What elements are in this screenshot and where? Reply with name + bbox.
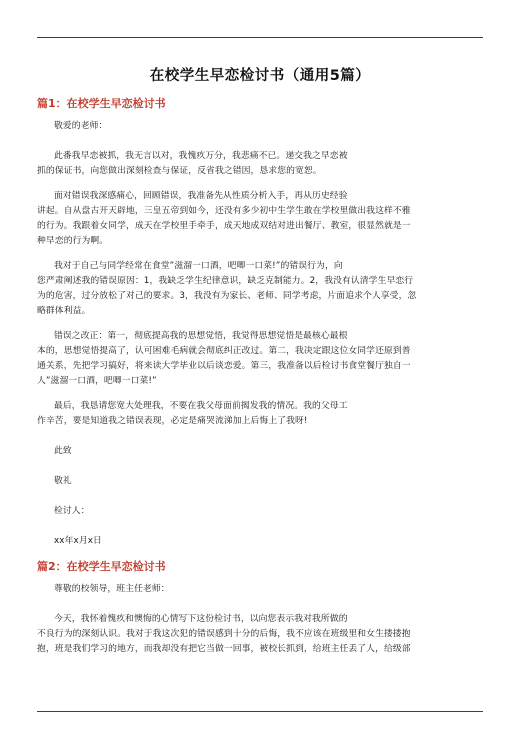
paragraph: [37, 612, 483, 657]
paragraph: [37, 259, 483, 319]
paragraph-line: 人”滋溜一口酒，吧唧一口菜!”: [37, 376, 157, 386]
closing-line: 敬礼: [54, 476, 72, 486]
paragraph-line: 今天，我怀着愧疚和懊悔的心情写下这份检讨书，以向您表示我对我所做的: [54, 614, 348, 624]
paragraph-line: 最后，我恳请您宽大处理我，不要在我父母面前揭发我的情况。我的父母工: [54, 401, 348, 411]
section-heading: 篇2：在校学生早恋检讨书: [37, 560, 166, 573]
paragraph-line: 此番我早恋被抓，我无言以对，我愧疚万分，我悲痛不已。递交我之早恋被: [54, 151, 348, 161]
paragraph: [37, 329, 483, 389]
paragraph: [37, 399, 483, 429]
bottom-rule: [37, 711, 483, 712]
paragraph-line: 抓的保证书，向您做出深刻检查与保证，反省我之错因，恳求您的宽恕。: [37, 166, 322, 176]
closing-line: xx年x月x日: [54, 536, 102, 546]
top-rule: [37, 37, 483, 38]
paragraph-line: 为的危害，过分放松了对己的要求。3，我没有为家长、老师、同学考虑，片面追求个人享受，忽: [37, 291, 417, 301]
paragraph: [37, 149, 483, 179]
paragraph-line: 您严肃阐述我的错误原因：1，我缺乏学生纪律意识，缺乏克制能力。2，我没有认清学生早恋行: [37, 276, 414, 286]
closing-line: 检讨人：: [54, 506, 90, 516]
paragraph-line: 我对于自己与同学经常在食堂”滋溜一口酒，吧唧一口菜!”的错误行为，向: [54, 261, 343, 271]
paragraph-line: 作辛苦，要是知道我之错误表现，必定是痛哭流涕加上后悔上了我呀!: [37, 416, 308, 426]
closing-line: 此致: [54, 446, 72, 456]
paragraph-line: 错误之改正：第一，彻底提高我的思想觉悟，我觉得思想觉悟是最核心最根: [54, 331, 348, 341]
paragraph-line: 的行为。我跟着女同学，成天在学校里手牵手，成天地成双结对进出餐厅、教室，很显然就是一: [37, 221, 411, 231]
paragraph-line: 略群体利益。: [37, 306, 91, 316]
document-title: 在校学生早恋检讨书（通用5篇）: [149, 68, 371, 84]
paragraph-line: 面对错误我深感痛心，回顾错误，我准备先从性质分析入手，再从历史经验: [54, 191, 348, 201]
paragraph-line: 本的，思想觉悟提高了，认可困难毛病就会彻底纠正改过。第二，我决定跟这位女同学还原到普: [37, 346, 411, 356]
section-heading: 篇1：在校学生早恋检讨书: [37, 97, 166, 110]
paragraph-line: 通关系，先把学习搞好，将来读大学毕业以后谈恋爱。第三，我准备以后检讨书食堂餐厅独自一: [37, 361, 411, 371]
paragraph-line: 抱，班是我们学习的地方，而我却没有把它当做一回事，被校长抓到，给班主任丢了人，给级部: [37, 644, 411, 654]
paragraph-line: 讲起。自从盘古开天辟地，三皇五帝到如今，还没有多少初中生学生敢在学校里做出我这样不雅: [37, 206, 411, 216]
document-page: [37, 40, 483, 657]
section-body: [37, 119, 483, 549]
paragraph-line: 种早恋的行为啊。: [37, 236, 109, 246]
paragraph: [37, 189, 483, 249]
paragraph-line: 不良行为的深刻认识。我对于我这次犯的错误感到十分的后悔，我不应该在班级里和女生搂搂抱: [37, 629, 411, 639]
salutation: 尊敬的校领导，班主任老师：: [54, 584, 170, 594]
section-body: [37, 582, 483, 657]
salutation: 敬爱的老师：: [54, 121, 108, 131]
